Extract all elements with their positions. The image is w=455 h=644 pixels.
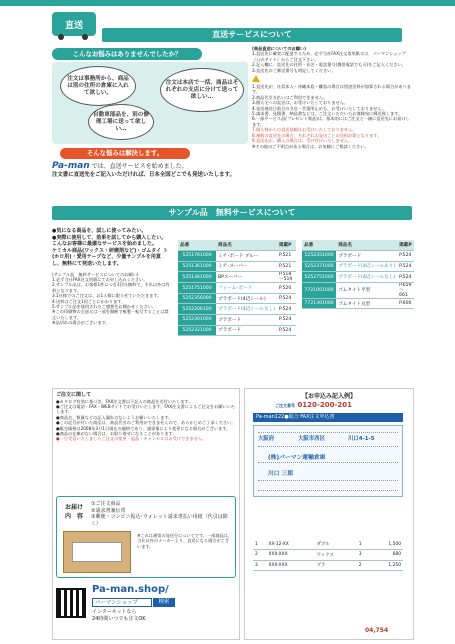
col-header-page: 掲載P bbox=[397, 240, 414, 251]
col-header-name: 商品名 bbox=[216, 240, 277, 251]
page-title-text: 直送サービスについて bbox=[212, 30, 292, 39]
form-recipient: 川口 三郎 bbox=[268, 471, 294, 477]
notes-item-2: 2.記入欄に、直送先の住所・社名・電話番号(携帯電話でも可)をご記入ください。 bbox=[252, 62, 406, 68]
form-total: 04,754 bbox=[365, 627, 389, 634]
order-note-7: ●一旦受信いたしましたご注文の変更・返品・キャンセルはお受けできません。 bbox=[56, 436, 207, 442]
cell-qty: 3 bbox=[357, 550, 370, 561]
cell-name: ミチ･ボード ブルー bbox=[216, 251, 277, 262]
qr-code bbox=[56, 588, 86, 618]
cell-name: プラボード(4辺シールあり) bbox=[336, 261, 397, 272]
samples-title-text: サンプル品 無料サービスについて bbox=[168, 208, 296, 217]
notes-item-12: 9.直送先が、購入の場合は、受け付けいたしません。 bbox=[252, 138, 353, 144]
direct-notes bbox=[252, 46, 412, 149]
cell-name: プラボード(4辺シールなし) bbox=[216, 304, 277, 315]
cell-page: P.520 bbox=[277, 283, 296, 294]
samples-bullets bbox=[52, 228, 172, 326]
form-example bbox=[244, 388, 414, 640]
deliver-title: お届け 内 容 bbox=[64, 504, 83, 520]
col-header-code: 品番 bbox=[302, 240, 336, 251]
notes-item-9: 6.一部サービス品(プレゼント商品)は、基本的にはご注文と一緒に直送先にお届けします。 bbox=[252, 116, 410, 127]
warning-icon bbox=[252, 75, 260, 82]
sample-bullet-2: ●実際に使用して、効果を試してから購入したい。 bbox=[52, 234, 167, 241]
cell-qty: 2 bbox=[357, 560, 370, 571]
brand-logo: Pa-man bbox=[52, 161, 90, 171]
cell-page: P.524 bbox=[277, 315, 296, 326]
col-header-name: 商品名 bbox=[336, 240, 397, 251]
order-note-4: ●この記号が付いた商品は、商品代引のご利用ができませんので、あらかじめご了承ください。 bbox=[56, 420, 236, 426]
search-button[interactable]: 検索 bbox=[153, 598, 175, 607]
worry-bubble-3-text: 注文は本店で一括、商品はそれぞれの支店に分けて送って欲しい… bbox=[165, 79, 239, 100]
table-row bbox=[178, 304, 296, 315]
order-note-5: ●販売価格は2008年3月1日現在の価格であり、諸事情により変更になる場合がございます。 bbox=[56, 425, 231, 431]
solve-text bbox=[52, 162, 252, 179]
table-row bbox=[178, 293, 296, 304]
table-row bbox=[302, 261, 414, 272]
truck-logo bbox=[52, 12, 96, 36]
order-note-2: ●ご注文は電話・FAX・WEBサイトでお受けいたします。FAX注文書によるご注文をお願いいたします。 bbox=[56, 404, 235, 415]
cell-price: 680 bbox=[370, 550, 403, 561]
cell-price: 1,500 bbox=[370, 539, 403, 550]
sample-bullet-1: ●気になる商品を、試しに使ってみたい。 bbox=[52, 228, 147, 234]
cell-name: プラボード(4辺シール) bbox=[216, 293, 277, 304]
cell-name: ゴムタイト平型 bbox=[336, 282, 397, 298]
cell-code: 5252321000 bbox=[178, 325, 216, 336]
form-address-block bbox=[253, 425, 403, 497]
table-row bbox=[178, 272, 296, 283]
cell-page: P.524 bbox=[277, 293, 296, 304]
tagline-1: インターネットなら bbox=[92, 609, 137, 615]
worry-bubble-2-text: 自動車部品を、別の修理工場に送って欲しい… bbox=[93, 111, 149, 132]
table-row bbox=[302, 282, 414, 298]
deliver-item-3: ③郵便・コンビニ振込･ウォレット請求書払い用紙（代引は除く） bbox=[91, 514, 228, 527]
sample-fine-1: (サンプル品 無料サービスについてのお願い) bbox=[52, 271, 139, 277]
cell-page: P.524 bbox=[277, 304, 296, 315]
table-row bbox=[178, 261, 296, 272]
table-row bbox=[178, 315, 296, 326]
solve-line-2: 注文書に直送先をご記入いただければ、日本全国どこでも発送いたします。 bbox=[52, 172, 235, 178]
form-phone-number: 0120-200-201 bbox=[297, 401, 352, 409]
cell-code: 5251481000 bbox=[178, 272, 216, 283]
cell-code: 5252206100 bbox=[178, 304, 216, 315]
notes-item-5: 2.商品代引支払いはご利用できません。 bbox=[252, 94, 328, 100]
worry-bubble-3 bbox=[160, 68, 244, 112]
sample-bullet-6: し、無料にて発送いたします。 bbox=[52, 260, 122, 267]
order-notes-heading: ご注文に関して bbox=[56, 392, 92, 398]
solve-banner bbox=[60, 148, 190, 159]
cell-name: プラボード bbox=[336, 251, 397, 262]
table-row bbox=[302, 298, 414, 309]
cell-no: 2 bbox=[253, 550, 266, 561]
cell-code: XX-12-XX bbox=[266, 539, 314, 550]
deliver-item-2: ②請求書兼伝票 bbox=[91, 507, 126, 514]
notes-item-13: ※その他のご不明点がある場合は、お気軽にご相談ください。 bbox=[252, 143, 369, 149]
cell-code: 5251751000 bbox=[178, 283, 216, 294]
samples-title bbox=[52, 206, 412, 220]
cell-page: P.524 bbox=[397, 272, 414, 283]
table-row bbox=[302, 251, 414, 262]
cell-code: 7721301000 bbox=[302, 298, 336, 309]
cell-page: P.600 bbox=[397, 298, 414, 309]
order-note-6: ●商品の在庫がない場合は、お取り寄せになることがあります。 bbox=[56, 431, 177, 437]
top-band bbox=[0, 0, 455, 6]
sample-table-left bbox=[178, 240, 296, 336]
form-city: 大阪府 bbox=[258, 436, 275, 442]
box-note: ※これは通常の発送分についてです。一部商品は、当社以外のメーカーより、直送になる場合がございます。 bbox=[137, 533, 233, 549]
sample-bullet-4: ケミカル商品(ワックス・研磨剤など)・ゴムタイ ト bbox=[52, 247, 168, 254]
sample-fine-4: 3.1社様でのご注文は、お1人様に限らせていただきます。 bbox=[52, 293, 162, 299]
cell-page: P.659 〜661 bbox=[397, 282, 414, 298]
sample-fine-6: 5.サンプル品を使用されたご感想をお聞かせください。 bbox=[52, 304, 157, 309]
notes-item-7: 4.発送週送日前日の支店・営業所止めも、お受けいたしておりません。 bbox=[252, 105, 387, 111]
sample-fine-8: ※品切れの場合がございます。 bbox=[52, 320, 110, 326]
sample-fine-2: 1.必ず当社FAX注文用紙にてお申し込みください。 bbox=[52, 276, 148, 282]
cell-page: P.524 bbox=[397, 261, 414, 272]
notes-item-8: 5.請求書、見積書、納品書などは、ご注文いただいたお客様宛に郵送致します。 bbox=[252, 111, 403, 117]
cell-code: XXX-XXX bbox=[266, 560, 314, 571]
package-box-image bbox=[63, 531, 131, 573]
cell-name: プラボード bbox=[216, 325, 277, 336]
solve-banner-text: そんな悩みは解決します。 bbox=[86, 149, 164, 157]
cell-qty: 1 bbox=[357, 539, 370, 550]
form-phone-label: ご注文番号 bbox=[275, 403, 295, 408]
truck-logo-text: 直送 bbox=[64, 20, 83, 31]
notes-heading: (商品直送についてのお願い) bbox=[252, 46, 306, 51]
cell-name: ゴムタイト丸型 bbox=[336, 298, 397, 309]
cell-name: プラ bbox=[315, 560, 357, 571]
sample-fine-3: 2.サンプル品は、お客様1件につき1回分無料で、それ以外は有料となります。 bbox=[52, 282, 170, 293]
table-row bbox=[253, 539, 403, 550]
shop-search-text: パーマンショップ bbox=[95, 600, 138, 606]
cell-no: 1 bbox=[253, 539, 266, 550]
notes-item-1: 1.直送先に確実に配達するため、必ず当社FAX注文票用紙又は、パーマンショップ（公式サイト）からご注文下さい。 bbox=[252, 51, 406, 62]
cell-page: P.524 bbox=[397, 251, 414, 262]
cell-name: ダブル bbox=[315, 539, 357, 550]
table-row bbox=[253, 550, 403, 561]
sample-bullet-3: こんなお客様に最適なサービスを始めました。 bbox=[52, 241, 158, 248]
deliver-item-1: ①ご注文商品 bbox=[91, 501, 121, 507]
sample-bullet-5: (ホロ用)・愛用テープなど、少量サンプルを用意 bbox=[52, 254, 161, 261]
cell-code: 5251761000 bbox=[178, 251, 216, 262]
solve-line-1: では、直送サービスを始めました。 bbox=[91, 163, 188, 170]
worry-bubble-1-text: 注文は事務所から、商品は別の住所の倉庫に入れて欲しい。 bbox=[67, 75, 129, 96]
form-title: 【お申込み記入例】 bbox=[301, 393, 356, 400]
cell-name: プラボード(4辺シールなし) bbox=[336, 272, 397, 283]
table-row bbox=[178, 283, 296, 294]
worry-bubble-1 bbox=[60, 66, 136, 106]
cell-page: P.521 bbox=[277, 261, 296, 272]
cell-code: 5252751000 bbox=[302, 272, 336, 283]
table-row bbox=[178, 251, 296, 262]
table-row bbox=[253, 560, 403, 571]
table-header bbox=[178, 240, 296, 251]
cell-name: ミチ･スーパー bbox=[216, 261, 277, 272]
table-header bbox=[302, 240, 414, 251]
table-row bbox=[302, 272, 414, 283]
tagline bbox=[92, 609, 192, 622]
worry-banner-text: こんなお悩みはありませんでしたか？ bbox=[72, 50, 182, 58]
shop-url[interactable]: Pa-man.shop/ bbox=[92, 584, 169, 595]
cell-name: BPスーパー bbox=[216, 272, 277, 283]
deliver-list bbox=[91, 501, 231, 527]
notes-item-11: 8.複数の直送先の場合、それぞれの発送ごとの送料計算となります。 bbox=[252, 132, 382, 138]
cell-code: 5251361000 bbox=[178, 261, 216, 272]
shop-search-box[interactable] bbox=[92, 598, 152, 607]
notes-item-3: 3.直送先のご郵送番号も明記してください。 bbox=[252, 67, 336, 73]
form-items bbox=[253, 539, 403, 571]
cell-page: P.518 〜519 bbox=[277, 272, 296, 283]
form-company: (株)パーマン運輸倉庫 bbox=[268, 455, 326, 461]
cell-code: 5252351000 bbox=[302, 251, 336, 262]
worry-bubble-2 bbox=[88, 104, 154, 140]
order-note-1: ●カタログ有効に基づき、FAX注文書以下記入の商品を送付いたします。 bbox=[56, 398, 193, 404]
table-row bbox=[178, 325, 296, 336]
cell-name: フォーム･ボード bbox=[216, 283, 277, 294]
cell-code: 5252371000 bbox=[302, 261, 336, 272]
form-addr: 川口4-1-5 bbox=[348, 436, 375, 442]
cell-page: P.521 bbox=[277, 251, 296, 262]
sample-fine-5: 4.送料はご注文1回ごとにかかります。 bbox=[52, 298, 126, 304]
notes-item-10: 7.個人様からの直送依頼はお受けいたしておりません。 bbox=[252, 127, 357, 133]
cell-code: 5252356000 bbox=[178, 293, 216, 304]
cell-code: 7721001000 bbox=[302, 282, 336, 298]
form-ward: 大阪市西区 bbox=[298, 436, 325, 442]
cell-name: ワックス bbox=[315, 550, 357, 561]
deliver-box bbox=[56, 496, 236, 578]
cell-code: XXX-XXX bbox=[266, 550, 314, 561]
cell-name: プラボード bbox=[216, 315, 277, 326]
worry-banner bbox=[52, 48, 202, 60]
form-phone bbox=[275, 401, 352, 409]
sample-table-right bbox=[302, 240, 414, 309]
cell-no: 3 bbox=[253, 560, 266, 571]
cell-code: 5252301000 bbox=[178, 315, 216, 326]
order-note-3: ●商品名、数量などの記入漏れのないようお願いいたします。 bbox=[56, 414, 173, 420]
notes-item-6: 3.個人宅への直送は、お受けいたしておりません。 bbox=[252, 100, 349, 106]
truck-wheels bbox=[56, 34, 92, 40]
tagline-2: 24時間いつでも注文OK bbox=[92, 615, 146, 622]
notes-item-4: 1.直送先が、社員本人・沖縄本島・離島の場合は別途送料が加算される場合があります。 bbox=[252, 84, 411, 95]
col-header-page: 掲載P bbox=[277, 240, 296, 251]
page-title bbox=[102, 28, 402, 42]
cell-page: P.524 bbox=[277, 325, 296, 336]
form-fax-title: Pa-man122●総合 FAX注文申込書 bbox=[253, 413, 403, 422]
sample-fine-7: ※この印刷物の全部又は一部を無断で複製・転写することは禁止いたします。 bbox=[52, 309, 169, 320]
col-header-code: 品番 bbox=[178, 240, 216, 251]
cell-price: 1,250 bbox=[370, 560, 403, 571]
